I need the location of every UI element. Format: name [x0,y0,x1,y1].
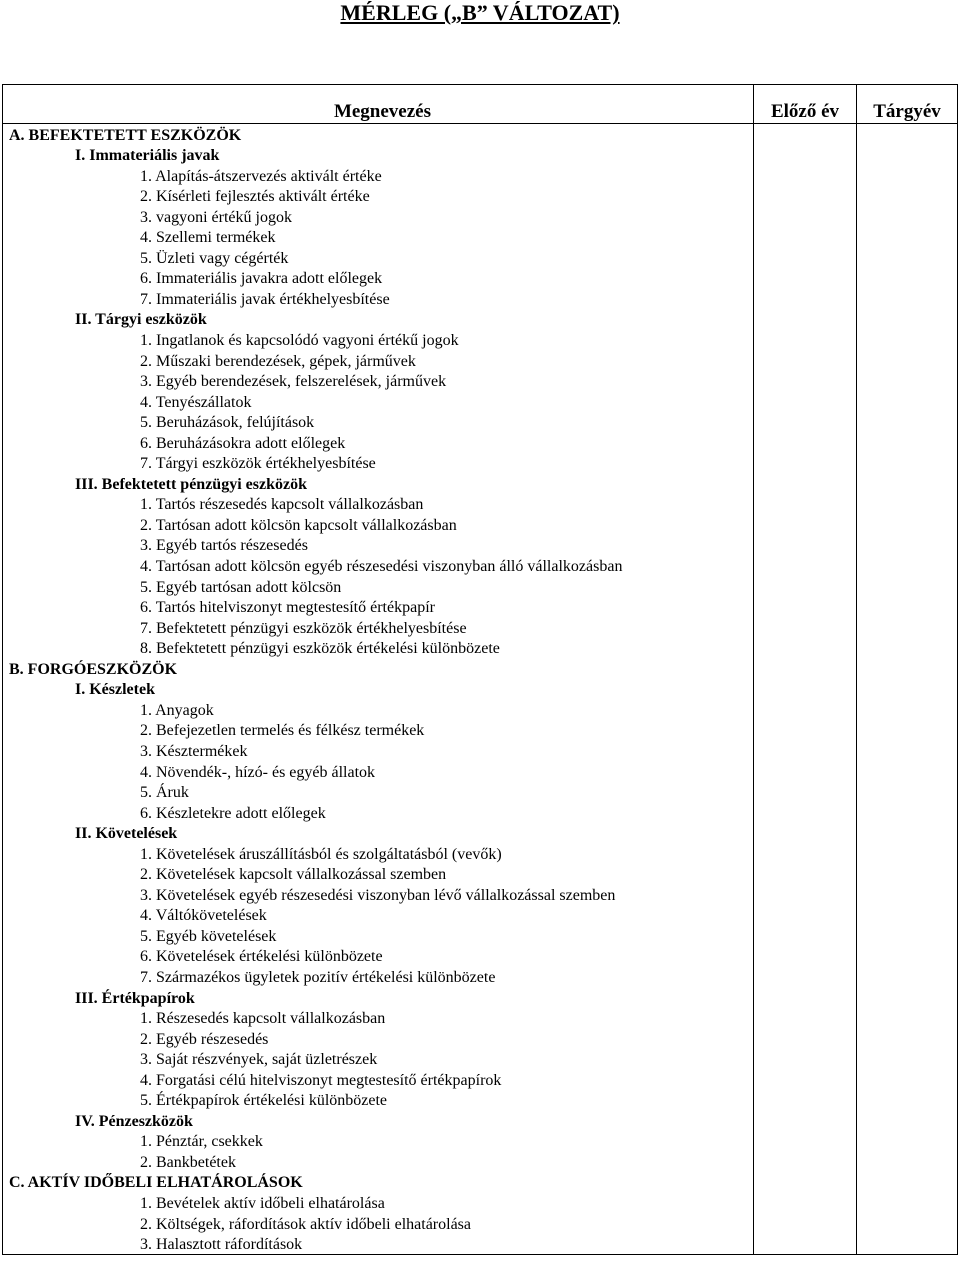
current-year-cell [857,1131,958,1152]
previous-year-cell [754,658,857,679]
current-year-cell [857,740,958,761]
previous-year-cell [754,371,857,392]
current-year-cell [857,350,958,371]
table-row [3,1028,958,1049]
current-year-cell [857,720,958,741]
previous-year-cell [754,165,857,186]
previous-year-cell [754,884,857,905]
previous-year-cell [754,432,857,453]
page-title: MÉRLEG („B” VÁLTOZAT) [340,0,620,25]
table-row [3,740,958,761]
current-year-cell [857,1192,958,1213]
table-row [3,1151,958,1172]
balance-sheet-table [2,84,958,1255]
current-year-cell [857,371,958,392]
row-label: 2. Műszaki berendezések, gépek, járművek [3,350,754,371]
current-year-cell [857,658,958,679]
row-label: 1. Anyagok [3,699,754,720]
current-year-cell [857,124,958,145]
row-label: 2. Egyéb részesedés [3,1028,754,1049]
table-row [3,514,958,535]
current-year-cell [857,638,958,659]
row-label: 3. Saját részvények, saját üzletrészek [3,1049,754,1070]
table-row [3,329,958,350]
row-label: 5. Egyéb követelések [3,925,754,946]
previous-year-cell [754,391,857,412]
table-row [3,946,958,967]
current-year-cell [857,555,958,576]
current-year-cell [857,329,958,350]
row-label: 4. Szellemi termékek [3,227,754,248]
row-label: 6. Immateriális javakra adott előlegek [3,268,754,289]
current-year-cell [857,679,958,700]
table-row [3,761,958,782]
table-row [3,350,958,371]
previous-year-cell [754,473,857,494]
current-year-cell [857,535,958,556]
table-row [3,227,958,248]
current-year-cell [857,1049,958,1070]
table-row [3,309,958,330]
table-row [3,638,958,659]
current-year-cell [857,782,958,803]
table-row [3,1192,958,1213]
table-row [3,186,958,207]
current-year-cell [857,966,958,987]
table-row [3,987,958,1008]
row-label: 4. Tartósan adott kölcsön egyéb részesedési viszonyban álló vállalkozásban [3,555,754,576]
row-label: I. Immateriális javak [3,145,754,166]
current-year-cell [857,946,958,967]
row-label: III. Értékpapírok [3,987,754,1008]
previous-year-cell [754,1110,857,1131]
previous-year-cell [754,453,857,474]
current-year-cell [857,1151,958,1172]
table-row [3,925,958,946]
previous-year-cell [754,247,857,268]
previous-year-cell [754,1090,857,1111]
table-row [3,1049,958,1070]
row-label: 3. Egyéb berendezések, felszerelések, járművek [3,371,754,392]
row-label: III. Befektetett pénzügyi eszközök [3,473,754,494]
row-label: 2. Követelések kapcsolt vállalkozással szemben [3,864,754,885]
previous-year-cell [754,268,857,289]
previous-year-cell [754,309,857,330]
table-row [3,699,958,720]
table-row [3,864,958,885]
previous-year-cell [754,905,857,926]
table-row [3,966,958,987]
previous-year-cell [754,1151,857,1172]
column-header-previous-year: Előző év [754,85,857,124]
table-row [3,802,958,823]
current-year-cell [857,432,958,453]
row-label: B. FORGÓESZKÖZÖK [3,658,754,679]
table-row [3,371,958,392]
previous-year-cell [754,288,857,309]
previous-year-cell [754,679,857,700]
current-year-cell [857,925,958,946]
previous-year-cell [754,1008,857,1029]
table-row [3,1172,958,1193]
row-label: 1. Részesedés kapcsolt vállalkozásban [3,1008,754,1029]
row-label: 5. Értékpapírok értékelési különbözete [3,1090,754,1111]
table-row [3,494,958,515]
table-row [3,1213,958,1234]
previous-year-cell [754,638,857,659]
table-row [3,145,958,166]
row-label: II. Tárgyi eszközök [3,309,754,330]
current-year-cell [857,391,958,412]
table-row [3,391,958,412]
table-row [3,412,958,433]
current-year-cell [857,145,958,166]
previous-year-cell [754,782,857,803]
row-label: 2. Bankbetétek [3,1151,754,1172]
row-label: I. Készletek [3,679,754,700]
table-row [3,206,958,227]
current-year-cell [857,823,958,844]
previous-year-cell [754,617,857,638]
row-label: 6. Követelések értékelési különbözete [3,946,754,967]
previous-year-cell [754,227,857,248]
row-label: 6. Készletekre adott előlegek [3,802,754,823]
table-row [3,905,958,926]
current-year-cell [857,1213,958,1234]
current-year-cell [857,699,958,720]
table-row [3,843,958,864]
row-label: 5. Egyéb tartósan adott kölcsön [3,576,754,597]
table-row [3,473,958,494]
row-label: 7. Befektetett pénzügyi eszközök értékhelyesbítése [3,617,754,638]
column-header-current-year: Tárgyév [857,85,958,124]
row-label: 3. Halasztott ráfordítások [3,1234,754,1255]
table-row [3,617,958,638]
previous-year-cell [754,720,857,741]
row-label: 2. Befejezetlen termelés és félkész termékek [3,720,754,741]
previous-year-cell [754,350,857,371]
current-year-cell [857,1028,958,1049]
previous-year-cell [754,514,857,535]
previous-year-cell [754,699,857,720]
table-header-row [3,85,958,124]
previous-year-cell [754,1172,857,1193]
current-year-cell [857,905,958,926]
row-label: 1. Tartós részesedés kapcsolt vállalkozásban [3,494,754,515]
row-label: 1. Pénztár, csekkek [3,1131,754,1152]
previous-year-cell [754,740,857,761]
previous-year-cell [754,966,857,987]
table-row [3,658,958,679]
table-row [3,453,958,474]
current-year-cell [857,514,958,535]
row-label: 2. Tartósan adott kölcsön kapcsolt vállalkozásban [3,514,754,535]
row-label: 7. Tárgyi eszközök értékhelyesbítése [3,453,754,474]
previous-year-cell [754,761,857,782]
table-row [3,1090,958,1111]
table-row [3,1131,958,1152]
previous-year-cell [754,145,857,166]
current-year-cell [857,186,958,207]
row-label: 1. Bevételek aktív időbeli elhatárolása [3,1192,754,1213]
previous-year-cell [754,1192,857,1213]
row-label: A. BEFEKTETETT ESZKÖZÖK [3,124,754,145]
previous-year-cell [754,1234,857,1255]
previous-year-cell [754,535,857,556]
previous-year-cell [754,987,857,1008]
previous-year-cell [754,1028,857,1049]
previous-year-cell [754,412,857,433]
table-row [3,124,958,145]
current-year-cell [857,884,958,905]
table-row [3,268,958,289]
current-year-cell [857,987,958,1008]
current-year-cell [857,268,958,289]
current-year-cell [857,288,958,309]
current-year-cell [857,309,958,330]
previous-year-cell [754,1049,857,1070]
row-label: 5. Beruházások, felújítások [3,412,754,433]
table-row [3,576,958,597]
current-year-cell [857,802,958,823]
current-year-cell [857,165,958,186]
current-year-cell [857,1172,958,1193]
table-row [3,555,958,576]
previous-year-cell [754,925,857,946]
previous-year-cell [754,1069,857,1090]
column-header-name: Megnevezés [3,85,754,124]
row-label: C. AKTÍV IDŐBELI ELHATÁROLÁSOK [3,1172,754,1193]
previous-year-cell [754,1213,857,1234]
previous-year-cell [754,555,857,576]
row-label: 2. Kísérleti fejlesztés aktivált értéke [3,186,754,207]
previous-year-cell [754,329,857,350]
row-label: 3. Követelések egyéb részesedési viszonyban lévő vállalkozással szemben [3,884,754,905]
row-label: IV. Pénzeszközök [3,1110,754,1131]
row-label: 1. Ingatlanok és kapcsolódó vagyoni értékű jogok [3,329,754,350]
table-row [3,535,958,556]
current-year-cell [857,227,958,248]
current-year-cell [857,1090,958,1111]
table-row [3,597,958,618]
row-label: 4. Forgatási célú hitelviszonyt megtestesítő értékpapírok [3,1069,754,1090]
previous-year-cell [754,576,857,597]
previous-year-cell [754,843,857,864]
row-label: 4. Váltókövetelések [3,905,754,926]
current-year-cell [857,1069,958,1090]
current-year-cell [857,864,958,885]
current-year-cell [857,597,958,618]
previous-year-cell [754,1131,857,1152]
table-row [3,288,958,309]
previous-year-cell [754,823,857,844]
previous-year-cell [754,206,857,227]
current-year-cell [857,412,958,433]
current-year-cell [857,1234,958,1255]
table-row [3,1069,958,1090]
table-row [3,782,958,803]
row-label: 3. Késztermékek [3,740,754,761]
current-year-cell [857,843,958,864]
previous-year-cell [754,802,857,823]
row-label: 8. Befektetett pénzügyi eszközök értékelési különbözete [3,638,754,659]
previous-year-cell [754,864,857,885]
current-year-cell [857,247,958,268]
table-row [3,1110,958,1131]
previous-year-cell [754,494,857,515]
row-label: 5. Üzleti vagy cégérték [3,247,754,268]
table-row [3,165,958,186]
previous-year-cell [754,186,857,207]
row-label: 7. Immateriális javak értékhelyesbítése [3,288,754,309]
previous-year-cell [754,124,857,145]
row-label: 4. Növendék-, hízó- és egyéb állatok [3,761,754,782]
current-year-cell [857,206,958,227]
table-row [3,1008,958,1029]
current-year-cell [857,576,958,597]
row-label: 1. Alapítás-átszervezés aktivált értéke [3,165,754,186]
row-label: 7. Származékos ügyletek pozitív értékelési különbözete [3,966,754,987]
table-row [3,679,958,700]
current-year-cell [857,473,958,494]
previous-year-cell [754,597,857,618]
table-row [3,1234,958,1255]
row-label: 3. vagyoni értékű jogok [3,206,754,227]
current-year-cell [857,494,958,515]
table-row [3,432,958,453]
row-label: 5. Áruk [3,782,754,803]
row-label: 2. Költségek, ráfordítások aktív időbeli elhatárolása [3,1213,754,1234]
row-label: 1. Követelések áruszállításból és szolgáltatásból (vevők) [3,843,754,864]
row-label: 3. Egyéb tartós részesedés [3,535,754,556]
current-year-cell [857,1110,958,1131]
current-year-cell [857,617,958,638]
current-year-cell [857,453,958,474]
current-year-cell [857,1008,958,1029]
row-label: 4. Tenyészállatok [3,391,754,412]
row-label: II. Követelések [3,823,754,844]
row-label: 6. Beruházásokra adott előlegek [3,432,754,453]
table-row [3,247,958,268]
current-year-cell [857,761,958,782]
table-row [3,884,958,905]
table-row [3,823,958,844]
row-label: 6. Tartós hitelviszonyt megtestesítő értékpapír [3,597,754,618]
previous-year-cell [754,946,857,967]
table-row [3,720,958,741]
